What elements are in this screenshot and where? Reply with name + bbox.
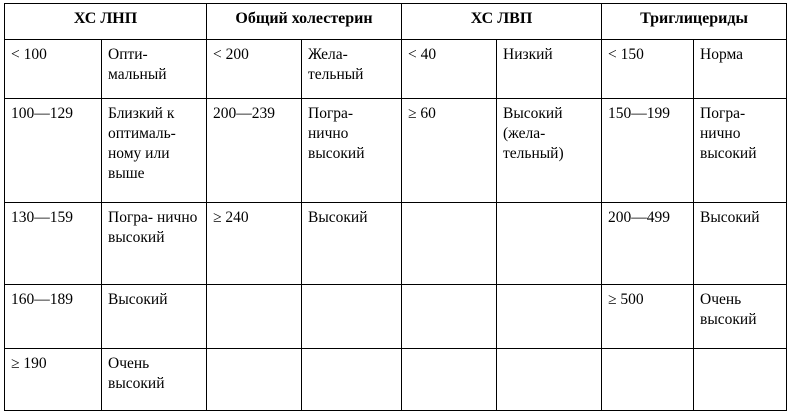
cholesterol-reference-table [4,3,787,411]
cell-tg-label: Норма [694,40,787,99]
cell-total-range [207,349,302,411]
table-row [5,285,787,349]
cell-ldl-range: < 100 [5,40,102,99]
document-page [0,3,790,403]
cell-ldl-label: Высокий [102,285,207,349]
cell-total-label: Погра- нично высокий [302,99,402,203]
cell-tg-range: 200—499 [602,203,694,285]
cell-ldl-label: Погра- нично высокий [102,203,207,285]
cell-tg-range: < 150 [602,40,694,99]
cell-total-range: < 200 [207,40,302,99]
cell-total-range [207,285,302,349]
header-hdl: ХС ЛВП [402,4,602,40]
cell-tg-label: Погра- нично высокий [694,99,787,203]
cell-total-label [302,349,402,411]
cell-total-label [302,285,402,349]
cell-total-range: 200—239 [207,99,302,203]
cell-total-label: Высокий [302,203,402,285]
header-total-cholesterol: Общий холестерин [207,4,402,40]
cell-hdl-label [497,285,602,349]
cell-hdl-label: Высокий (жела- тельный) [497,99,602,203]
cell-hdl-range [402,203,497,285]
cell-ldl-range: 160—189 [5,285,102,349]
cell-hdl-label: Низкий [497,40,602,99]
cell-ldl-range: 130—159 [5,203,102,285]
cell-hdl-label [497,349,602,411]
table-row [5,99,787,203]
cell-ldl-label: Близкий к оптималь-ному или выше [102,99,207,203]
cell-hdl-range [402,349,497,411]
cell-total-label: Жела- тельный [302,40,402,99]
cell-tg-range [602,349,694,411]
cell-tg-range: ≥ 500 [602,285,694,349]
cell-hdl-range: ≥ 60 [402,99,497,203]
cell-hdl-range: < 40 [402,40,497,99]
cell-ldl-label: Очень высокий [102,349,207,411]
cell-hdl-label [497,203,602,285]
cell-tg-range: 150—199 [602,99,694,203]
table-row [5,349,787,411]
cell-ldl-range: 100—129 [5,99,102,203]
cell-tg-label: Очень высокий [694,285,787,349]
cell-hdl-range [402,285,497,349]
table-row [5,203,787,285]
cell-ldl-range: ≥ 190 [5,349,102,411]
header-ldl: ХС ЛНП [5,4,207,40]
cell-tg-label: Высокий [694,203,787,285]
table-header-row [5,4,787,40]
cell-total-range: ≥ 240 [207,203,302,285]
header-triglycerides: Триглицериды [602,4,787,40]
table-row [5,40,787,99]
cell-tg-label [694,349,787,411]
cell-ldl-label: Опти- мальный [102,40,207,99]
